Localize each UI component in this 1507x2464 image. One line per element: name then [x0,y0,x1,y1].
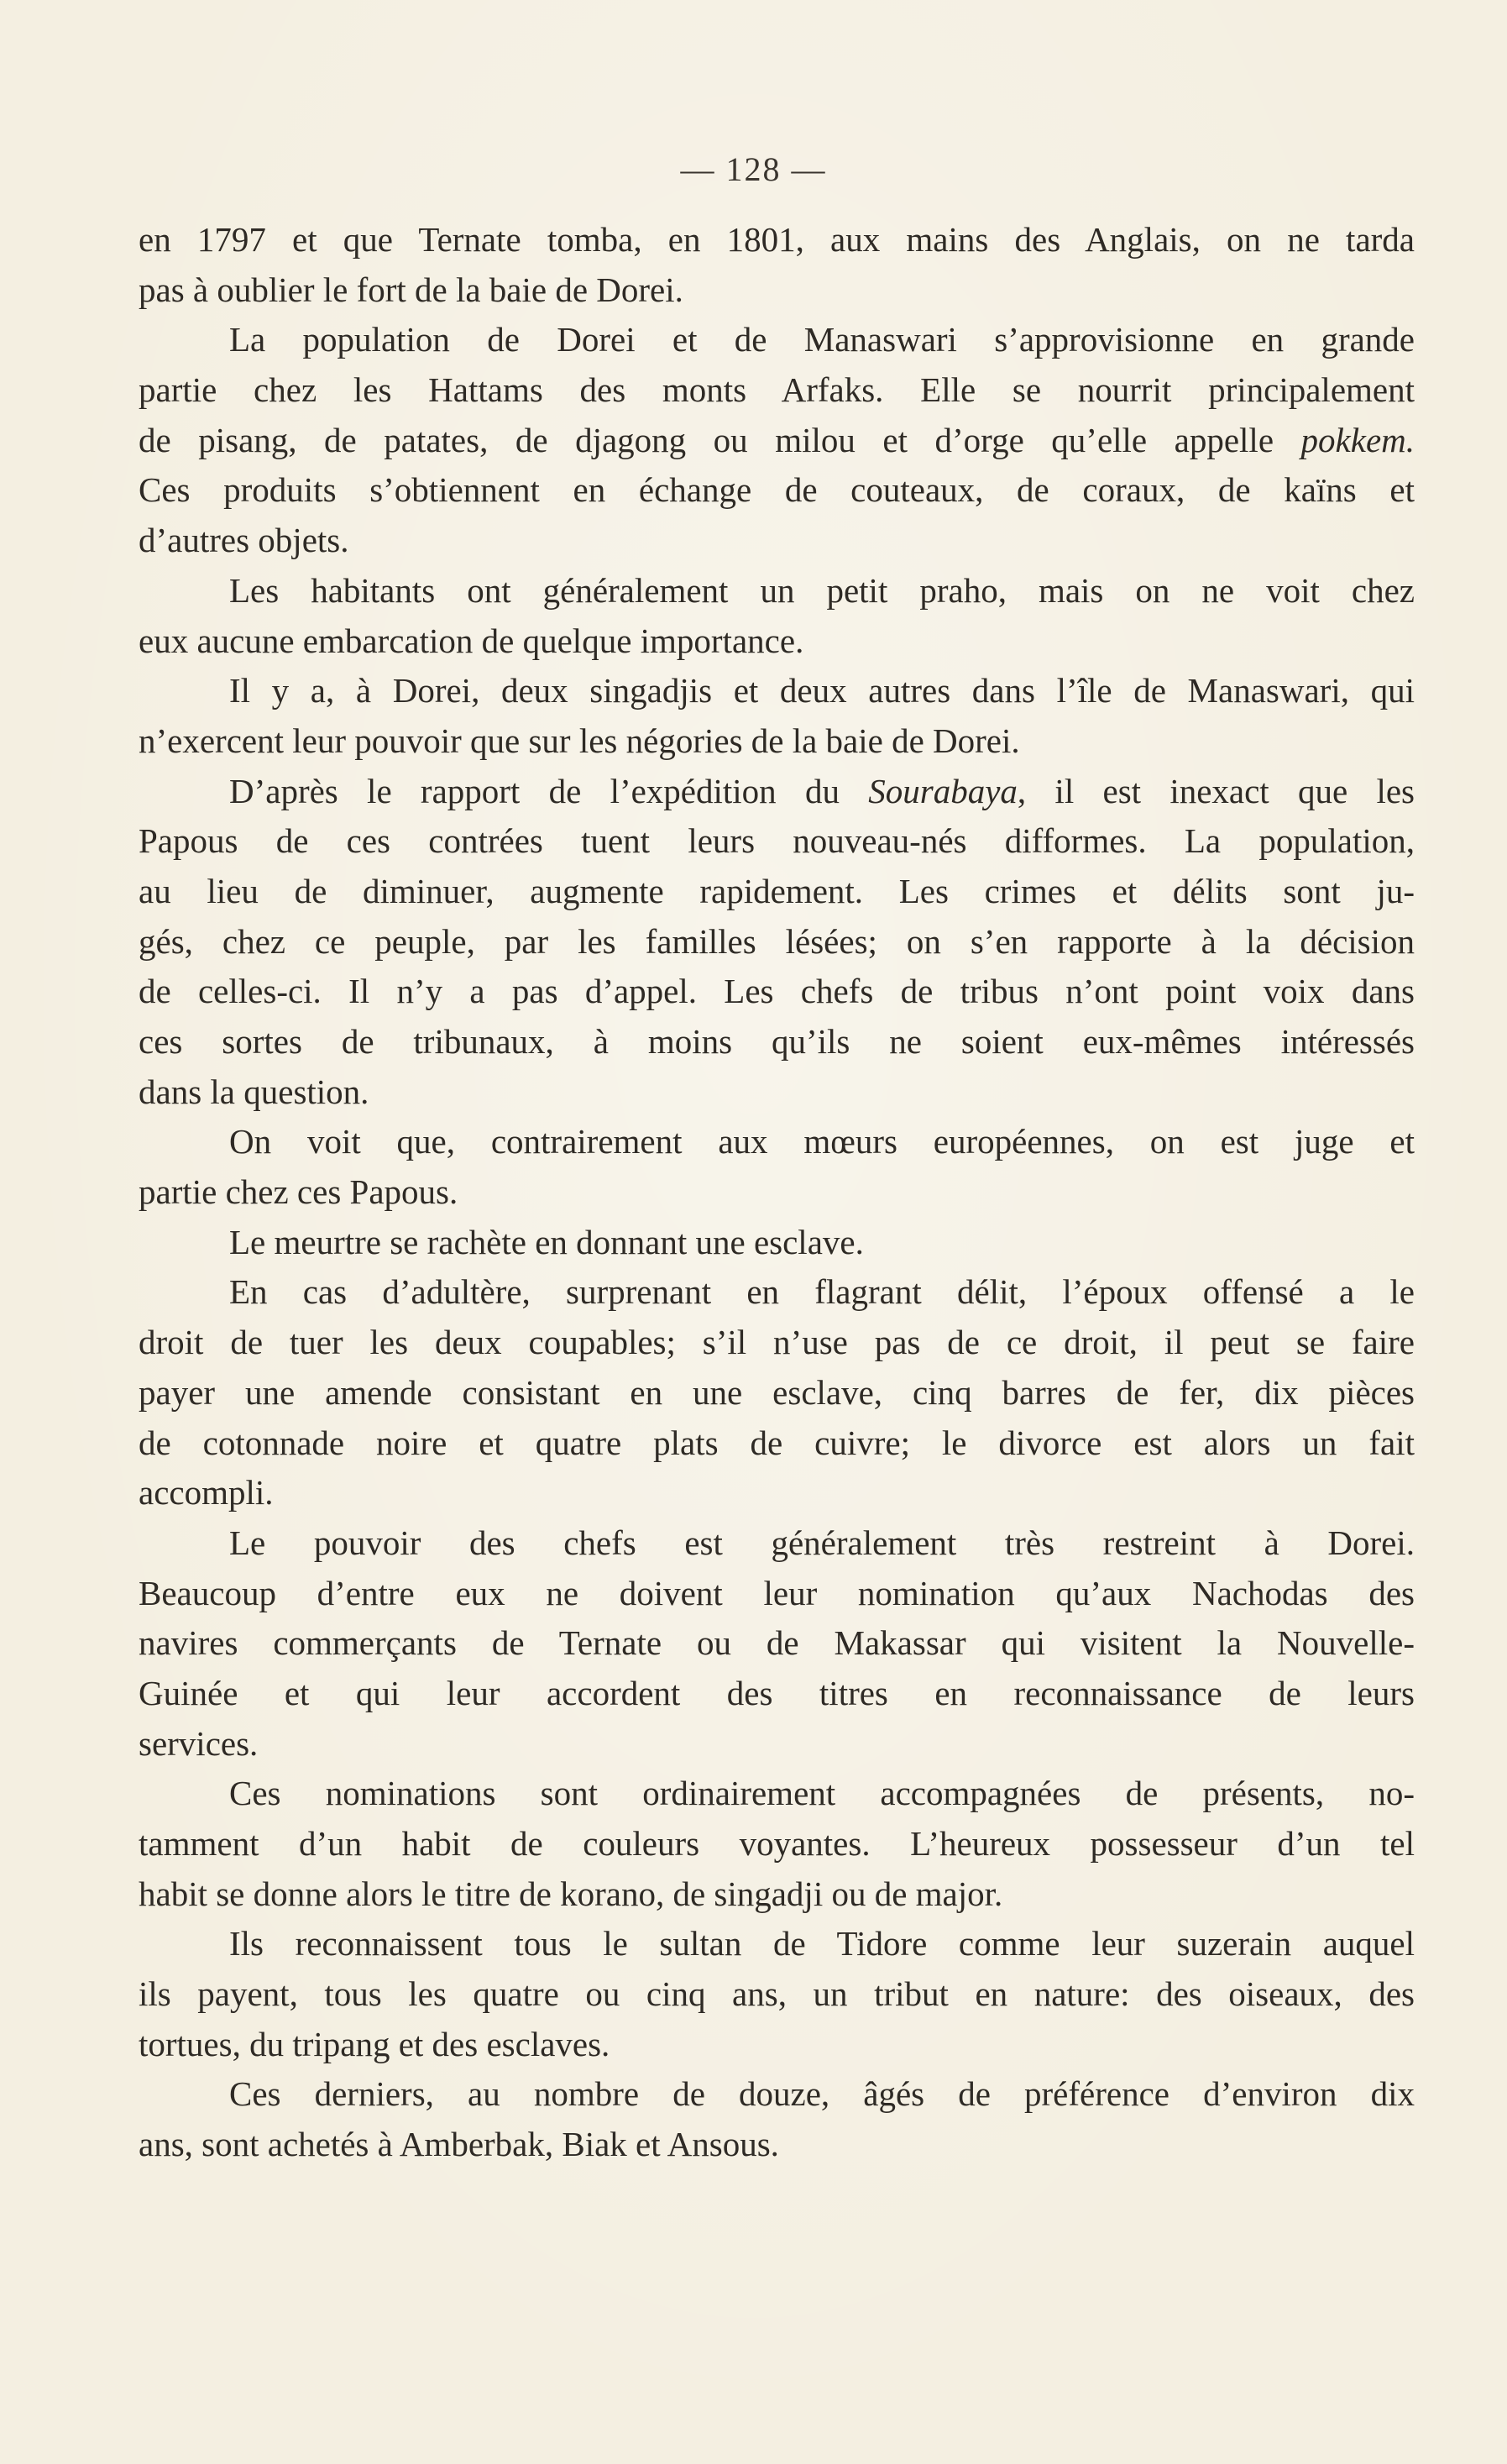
text-line [139,1117,1415,1167]
text-segment: , il est inexact que les [1017,771,1415,810]
text-line [139,1969,1415,2020]
text-segment: Papous de ces contrées tuent leurs nouveau-nés difformes. La population, [139,821,1415,861]
text-segment: payer une amende consistant en une esclave, cinq barres de fer, dix pièces [139,1372,1415,1412]
text-line [139,1769,1415,1819]
text-line [139,666,1415,716]
text-segment: On voit que, contrairement aux mœurs européennes, on est juge et [229,1122,1415,1161]
text-line [139,1167,1415,1218]
text-segment: ans, sont achetés à Amberbak, Biak et Ansous. [139,2125,779,2164]
text-segment: D’après le rapport de l’expédition du [229,771,869,810]
text-line [139,1819,1415,1869]
text-segment: eux aucune embarcation de quelque importance. [139,621,804,660]
text-line [139,1218,1415,1268]
text-segment: droit de tuer les deux coupables; s’il n’use pas de ce droit, il peut se faire [139,1323,1415,1362]
text-line [139,566,1415,616]
text-line [139,315,1415,365]
text-segment: ils payent, tous les quatre ou cinq ans, un tribut en nature: des oiseaux, des [139,1974,1415,2014]
text-segment: Ces produits s’obtiennent en échange de couteaux, de coraux, de kaïns et [139,470,1415,510]
text-segment: Guinée et qui leur accordent des titres en reconnaissance de leurs [139,1673,1415,1712]
text-line [139,516,1415,566]
text-line [139,1067,1415,1118]
text-line [139,365,1415,416]
text-segment: ces sortes de tribunaux, à moins qu’ils ne soient eux-mêmes intéressés [139,1022,1415,1061]
text-segment: gés, chez ce peuple, par les familles lésées; on s’en rapporte à la décision [139,921,1415,961]
text-segment: En cas d’adultère, surprenant en flagrant délit, l’époux offensé a le [229,1272,1415,1312]
text-line [139,1719,1415,1769]
text-segment: Le meurtre se rachète en donnant une esclave. [229,1222,864,1261]
text-line [139,2069,1415,2120]
text-line [139,1267,1415,1318]
text-line [139,1418,1415,1469]
text-line [139,1368,1415,1418]
text-segment: Il y a, à Dorei, deux singadjis et deux autres dans l’île de Manaswari, qui [229,671,1415,710]
text-line [139,265,1415,316]
text-segment: tamment d’un habit de couleurs voyantes. L’heureux possesseur d’un tel [139,1824,1415,1863]
page-number: — 128 — [680,150,827,188]
text-line [139,1017,1415,1067]
text-segment: partie chez ces Papous. [139,1172,458,1212]
text-segment: tortues, du tripang et des esclaves. [139,2024,610,2063]
text-segment: de celles-ci. Il n’y a pas d’appel. Les chefs de tribus n’ont point voix dans [139,972,1415,1011]
text-segment: navires commerçants de Ternate ou de Makassar qui visitent la Nouvelle- [139,1623,1415,1663]
text-line [139,716,1415,767]
text-segment: accompli. [139,1473,274,1512]
text-segment: de pisang, de patates, de djagong ou milou et d’orge qu’elle appelle [139,420,1301,459]
text-segment: Ils reconnaissent tous le sultan de Tidore comme leur suzerain auquel [229,1924,1415,1963]
text-segment: d’autres objets. [139,521,349,560]
text-line [139,816,1415,867]
text-line [139,1518,1415,1569]
text-segment: services. [139,1723,259,1763]
text-line [139,767,1415,817]
text-line [139,465,1415,516]
text-line [139,416,1415,466]
text-segment: pas à oublier le fort de la baie de Dorei. [139,270,683,309]
text-line [139,2120,1415,2170]
text-line [139,2020,1415,2070]
text-line [139,1468,1415,1518]
text-line [139,616,1415,667]
text-line [139,1869,1415,1920]
text-line [139,1569,1415,1619]
text-segment: habit se donne alors le titre de korano, de singadji ou de major. [139,1874,1003,1913]
text-segment: Le pouvoir des chefs est généralement très restreint à Dorei. [229,1523,1415,1562]
text-line [139,1618,1415,1669]
text-segment: Beaucoup d’entre eux ne doivent leur nomination qu’aux Nachodas des [139,1573,1415,1612]
text-segment: Ces nominations sont ordinairement accompagnées de présents, no- [229,1774,1415,1813]
italic-text: pokkem. [1300,420,1415,459]
text-line [139,917,1415,967]
text-segment: dans la question. [139,1072,369,1111]
text-segment: Ces derniers, au nombre de douze, âgés de préférence d’environ dix [229,2074,1415,2114]
body-text [139,215,1415,2170]
text-segment: partie chez les Hattams des monts Arfaks. Elle se nourrit principalement [139,370,1415,410]
text-segment: La population de Dorei et de Manaswari s’approvisionne en grande [229,320,1415,359]
text-segment: de cotonnade noire et quatre plats de cuivre; le divorce est alors un fait [139,1423,1415,1462]
text-line [139,867,1415,917]
text-line [139,967,1415,1017]
text-segment: n’exercent leur pouvoir que sur les négories de la baie de Dorei. [139,721,1020,760]
italic-text: Sourabaya [868,771,1018,810]
text-segment: au lieu de diminuer, augmente rapidement. Les crimes et délits sont ju- [139,871,1415,910]
text-line [139,1318,1415,1368]
text-segment: Les habitants ont généralement un petit praho, mais on ne voit chez [229,570,1415,610]
text-line [139,215,1415,265]
text-line [139,1669,1415,1719]
text-line [139,1919,1415,1969]
text-segment: en 1797 et que Ternate tomba, en 1801, aux mains des Anglais, on ne tarda [139,220,1415,259]
